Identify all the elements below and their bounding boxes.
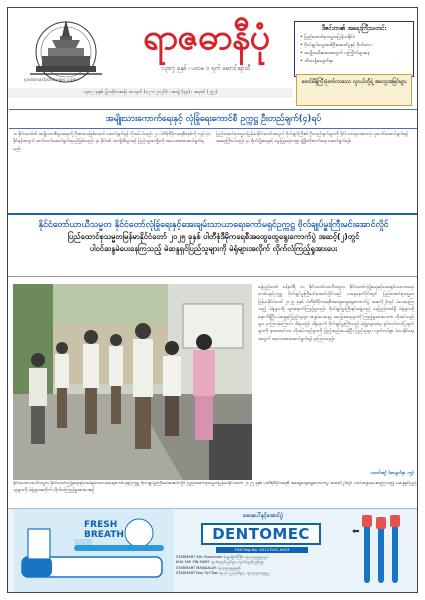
- body-text-top-right: ပြည်ထောင်စုသမ္မတမြန်မာနိုင်ငံတော်အတွက် ဗိုလ်ချုပ်ကြီး၏ ဦးတည်ချက်များကို နိုင်ငံသားများအားလုံး ပူးပေါင်းဆောင်ရွက်ရန် အရေးကြီးပါသည်။ ၄။ စိုက်ပျိုးရေးနှင့် မွေးမြူရေးကဏ္ဍ ဖွံ့ဖြိုးတိုးတက်ရေး ဆောင်ရွက်ရန်။: [216, 132, 408, 145]
- section-divider: [8, 276, 418, 277]
- index-title: ဒီဇင်ဘာ၏ အရေးကြီးသတင်း: [321, 25, 387, 32]
- section-divider: [8, 213, 418, 215]
- toothbrush-icon: [356, 513, 416, 593]
- ad-contact-lines: [176, 555, 352, 577]
- arrow-left-icon: ⬅: [352, 527, 360, 537]
- ad-contact-line: KHA YAE PIN MART ၀၉-၆၈၉၃၆၂၅၆၅၈, ၀၉-၆၈၉၃၆၂၅၆၅၉: [176, 560, 264, 565]
- pagoda-emblem-icon: [22, 14, 110, 84]
- headline-main-line1: နိုင်ငံတော်ယာယီသမ္မတ နိုင်ငံတော်လုံခြုံရေးနှင့်အေးချမ်းသာယာရေးကော်မရှင်ဥက္ကဋ္ဌ ဗိုလ်ချုပ်မှူးကြီးမင်းအောင်လှိုင်: [38, 220, 389, 230]
- index-item: • အမျိုးသမီးဆေးအတွက် လူကြိုက်များနေ: [300, 51, 370, 56]
- headline-objectives: အမျိုးသားကောက်ရေးနှင့် လုံခြုံရေးကောင်စီ ဥက္ကဋ္ဌ ဦးတည်ချက်(၄)ရပ်: [9, 109, 418, 129]
- newspaper-subtitle: ၁၃၈၇ ခုနှစ် ၊ ပထမ ၁ ရက် ဆောင်းရာသီ: [161, 65, 251, 72]
- body-text-top-left: ၁။ နိုင်ငံတော်၏ အမျိုးသားစီးပွားရေးကို ဦးစားပေးဖြစ်အောင် ဆောင်ရွက်ရန် လိုအပ်ပါသည်။ ၂။ ပါတီစုံဒီမိုကရေစီစနစ်ကို ကျင့်သုံးနိုင်ရန်အတွက် ဆက်လက်ဆောင်ရွက်ရမည်ဖြစ်သည်။ ၃။ နိုင်ငံ၏ အကျိုးစီးပွားနှင့် ပြည်သူ့အကျိုးကို အလေးထားဆောင်ရွက်ရမည်။: [13, 132, 211, 152]
- ad-contact-line: STARMART 4th Showroom (ရွှေကျိုက်ကြီး) ၀၉-၄၄၅၅၅၉၇၅၁: [176, 555, 269, 559]
- newspaper-title: ရာဇဓာနီပုံ: [142, 16, 270, 58]
- photo-caption: နိုင်ငံတော်ယာယီသမ္မတ နိုင်ငံတော်လုံခြုံရေးနှင့်အေးချမ်းသာယာရေးကော်မရှင်ဥက္ကဋ္ဌ ဗိုလ်ချုပ်မှူးကြီးမင်းအောင်လှိုင် ပြည်ထောင်စုသမ္မတမြန်မာနိုင်ငံတော် ၂၀၂၅ ခုနှစ် ပါတီစုံဒီမိုကရေစီ အထွေထွေရွေးကောက်ပွဲ အဆင့်(၂)တွင် ပါဝင်ဆန္ဒမဲပေးနေကြသည့် မဲဆန္ဒရှင်ပြည်သူများကို မဲရုံများအလိုက် လိုက်လံကြည့်ရှုအားပေးစဉ်: [13, 481, 417, 493]
- headline-main-line3: ပါဝင်ဆန္ဒမဲပေးနေကြသည့် မဲဆန္ဒရှင်ပြည်သူများကို မဲရုံများအလိုက် လိုက်လံကြည့်ရှုအားပေး: [89, 244, 338, 253]
- index-item-text: ပြည်ထောင်စုသမ္မတမြန်မာနိုင်ငံ: [304, 35, 356, 40]
- promo-box: [296, 74, 412, 106]
- index-item: • ပြည်ထောင်စုသမ္မတမြန်မာနိုင်ငံ: [300, 35, 356, 40]
- headline-main-line2: ပြည်ထောင်စုသမ္မတမြန်မာနိုင်ငံတော် ၂၀၂၅ ခုနှစ် ပါတီစုံဒီမိုကရေစီအထွေထွေရွေးကောက်ပွဲ အဆင့်(၂)တွင်: [67, 232, 360, 241]
- ad-brand: DENTOMEC: [201, 523, 321, 545]
- promo-text: မောင်မိန့်ကြီးပုံဖော်လာသော လူငယ်တို့ရဲ့ အတွေးအမြင်များ: [301, 79, 407, 85]
- index-item-text: အမျိုးသမီးဆေးအတွက် လူကြိုက်များနေ: [304, 51, 370, 56]
- website-url: yadanarbonnews.com: [24, 78, 78, 83]
- ad-fda-reg: FDA Reg.No. 2012-ROC-0853: [216, 547, 308, 553]
- news-photo: [13, 284, 252, 480]
- body-text-right: နေပြည်တော် ဇန်နဝါရီ ၁၁ နိုင်ငံတော်ယာယီသမ္မတ နိုင်ငံတော်လုံခြုံရေးနှင့်အေးချမ်းသာယာရေးကော်မရှင်ဥက္ကဋ္ဌ ဗိုလ်ချုပ်မှူးကြီးမင်းအောင်လှိုင်သည် ယနေ့မနက်ပိုင်းတွင် ပြည်ထောင်စုသမ္မတမြန်မာနိုင်ငံတော် ၂၀၂၅ ခုနှစ် ပါတီစုံဒီမိုကရေစီအထွေထွေရွေးကောက်ပွဲ အဆင့်(၂)တွင် မဲပေးနေကြသည့် မဲရုံများသို့ သွားရောက်ကြည့်ရှုသည်။ ဗိုလ်ချုပ်မှူးကြီးနှင့်အဖွဲ့သည် နေပြည်တော်ရှိ မဲရုံများသို့ ရောက်ရှိပြီး မဲဆန္ဒရှင်ပြည်သူများ ဆန္ဒမဲပေးနေမှု အခြေအနေများကို ကြည့်ရှုအားပေးကာ လိုအပ်သည်များ မှာကြားခဲ့ကြောင်း သိရသည်။ ထို့နောက် ဗိုလ်ချုပ်မှူးကြီးသည် မဲရုံမှူးများထံမှ ရှင်းလင်းတင်ပြချက်များကို နားထောင်ကာ လိုအပ်သည်များကို ဖြည့်ဆည်းပေးခဲ့ပြီး ပြည်သူများ လွတ်လပ်စွာ မဲပေးနိုင်ရေးအတွက် အလေးထားဆောင်ရွက်ရန် မှာကြားသည်။: [258, 285, 414, 342]
- continued-marker: သတင်းစဉ် (စာမျက်နှာ ၁၅): [370, 471, 414, 476]
- ad-contact-line: STARMART MANDALAY ၀၉-၄၅၄၅၅၅၉၅၆: [176, 565, 241, 570]
- index-box: [294, 21, 414, 77]
- toothpaste-product-icon: [14, 509, 174, 593]
- headline-main: [9, 219, 418, 257]
- ad-fresh-line1: FRESH: [84, 520, 118, 530]
- advertisement: [8, 508, 418, 593]
- ad-contact-line: STARMART Nay Pyi Taw ၀၉-၄၁၇၂၃၃၃၆၉၃, ၀၉-၄၄၄၃၁၅၉၅၂: [176, 571, 270, 576]
- ad-fresh-line2: BREATH: [84, 530, 124, 540]
- news-photo-illustration: [13, 284, 252, 480]
- index-item: • သီးသန့်စာမျက်နှာ: [300, 59, 334, 64]
- index-item: • ဗိုလ်ချုပ်သွေးသစ်ဦးဆောင်မှုနှင့် ဗိုလ်လေး: [300, 43, 372, 48]
- index-item-text: သီးသန့်စာမျက်နှာ: [304, 59, 334, 64]
- ad-slogan: ဆေးပေါ်နှင့်အောင်ပွဲ: [242, 513, 284, 519]
- index-item-text: ဗိုလ်ချုပ်သွေးသစ်ဦးဆောင်မှုနှင့် ဗိုလ်လေး: [304, 43, 372, 48]
- newspaper-page: [7, 7, 418, 593]
- dateline: ၁၃၈၇ ခုနှစ်၊ ပြာသိုလဆန်း ၁၀ ရက် (၁၂-၁-၂၀၂၆) ၊ အတွဲ (၃၄) ၊ အမှတ် (၂၅၇): [8, 88, 293, 98]
